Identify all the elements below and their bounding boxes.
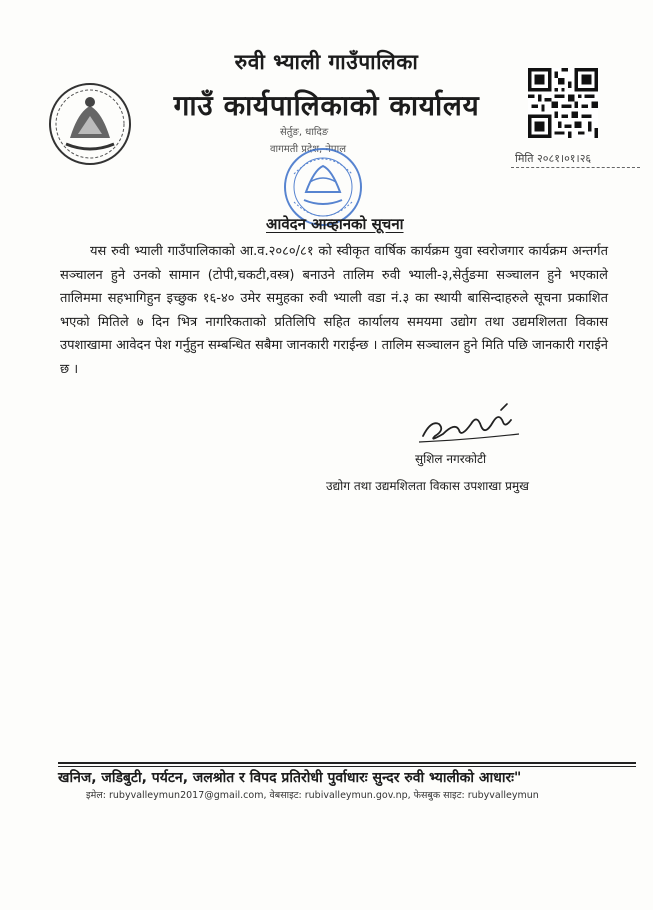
date-label: मिति २०८१।०१।२६ — [511, 151, 640, 168]
footer-divider — [58, 762, 636, 764]
footer-tagline: खनिज, जडिबुटी, पर्यटन, जलश्रोत र विपद प्रतिरोधी पुर्वाधारः सुन्दर रुवी भ्यालीको आधारः" — [58, 770, 522, 786]
municipality-name: रुवी भ्याली गाउँपालिका — [234, 50, 419, 74]
address-line-1: सेर्तुङ, धादिङ — [280, 127, 329, 138]
office-name: गाउँ कार्यपालिकाको कार्यालय — [173, 89, 480, 122]
address-line-2: वागमती प्रदेश, नेपाल — [270, 144, 346, 155]
signature-image — [415, 400, 525, 448]
signatory-title: उद्योग तथा उद्यमशिलता विकास उपशाखा प्रमुख — [326, 479, 529, 493]
notice-heading: आवेदन आव्हानको सूचना — [266, 215, 404, 233]
signatory-name: सुशिल नगरकोटी — [415, 452, 487, 466]
footer-contact: इमेल: rubyvalleymun2017@gmail.com, वेबसाइट: rubivalleymun.gov.np, फेसबुक साइट: rubyvalleymun — [86, 790, 539, 801]
notice-body: यस रुवी भ्याली गाउँपालिकाको आ.व.२०८०/८१ को स्वीकृत वार्षिक कार्यक्रम युवा स्वरोजगार कार्यक्रम अन्तर्गत सञ्चालन हुने उनको सामान (टोपी,चकटी,वस्त्र) बनाउने तालिम रुवी भ्याली-३,सेर्तुङमा सञ्चालन हुने भएकाले तालिममा सहभागिहुन इच्छुक १६-४० उमेर समुहका रुवी भ्याली वडा नं.३ का स्थायी बासिन्दाहरुले सूचना प्रकाशित भएको मितिले ७ दिन भित्र नागरिकताको प्रतिलिपि सहित कार्यालय समयमा उद्योग तथा उद्यमशिलता विकास उपशाखामा आवेदन पेश गर्नुहुन सम्बन्धित सबैमा जानकारी गराईन्छ । तालिम सञ्चालन हुने मिति पछि जानकारी गराईने छ । — [60, 244, 608, 377]
footer-divider-thin — [58, 766, 636, 767]
